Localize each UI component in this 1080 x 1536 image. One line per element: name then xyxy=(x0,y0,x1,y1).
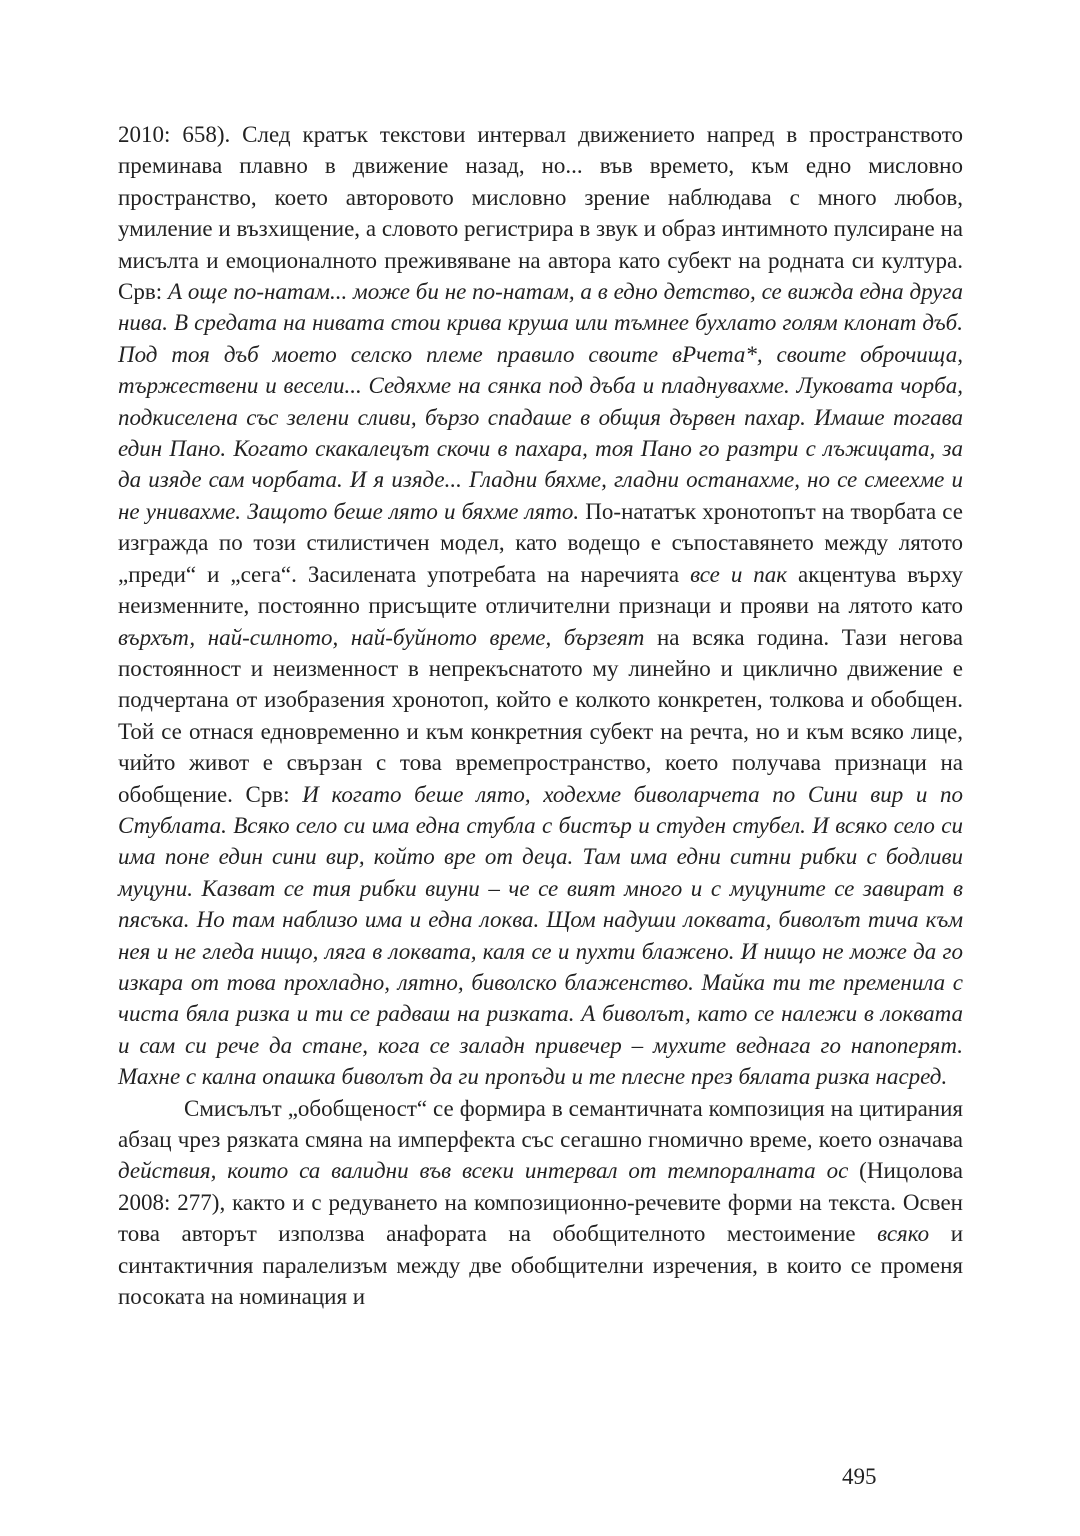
body-paragraph-1 xyxy=(118,119,963,1093)
emphasis-italic: все и пак xyxy=(690,561,788,587)
body-paragraph-2 xyxy=(118,1093,963,1313)
text-segment: 2010: 658). След кратък текстови интервал движението напред в пространството преминава плавно в движение назад, но... във времето, към едно мисловно пространство, което авторовото мисловно зрение наблюдава с много любов, умиление и възхищение, а словото регистрира в звук и образ интимното пулсиране на мисълта и емоционалното преживяване на автора като субект на родната си култура. Срв: xyxy=(118,122,963,305)
text-segment: Смисълът „обобщеност“ се формира в семантичната композиция на цитирания абзац чрез рязката смяна на имперфекта със сегашно гномично време, което означава xyxy=(118,1095,963,1152)
emphasis-italic: всяко xyxy=(877,1221,930,1247)
emphasis-italic: действия, които са валидни във всеки интервал от темпоралната ос xyxy=(118,1158,849,1184)
text-segment: на всяка година. Тази негова постоянност и неизменност в непрекъснатото му линейно и циклично движение е подчертана от изобразения хронотоп, който е колкото конкретен, толкова и обобщен. Той се отнася едновременно и към конкретния субект на речта, но и към всяко лице, чийто живот е свързан с това времепространство, което получава признаци на обобщение. Срв: xyxy=(118,624,963,807)
page-number: 495 xyxy=(842,1464,877,1489)
quotation-italic: И когато беше лято, ходехме биволарчета по Сини вир и по Стублата. Всяко село си има една стубла с бистър и студен стубел. И всяко село си има поне един сини вир, който вре от деца. Там има едни ситни рибки с бодливи муцуни. Казват се тия рибки виуни – че се вият много и с муцуните се завират в пясъка. Но там наблизо има и една локва. Щом надуши локвата, биволът тича към нея и не гледа нищо, ляга в локвата, каля се и пухти блажено. И нищо не може да го изкара от това прохладно, лятно, биволско блаженство. Майка ти те пременила с чиста бяла ризка и ти се радваш на ризката. А биволът, като се належи в локвата и сам си рече да стане, кога се заладн привечер – мухите веднага го напоперят. Махне с кална опашка биволът да ги пропъди и те плесне през бялата ризка насред. xyxy=(118,781,964,1090)
text-segment: По-нататък хронотопът на творбата се изгражда по този стилистичен модел, като водещо е съпоставянето между лятото „преди“ и „сега“. Засилената употребата на наречията xyxy=(118,498,963,587)
emphasis-italic: върхът, най-силното, най-буйното време, бързеят xyxy=(118,624,645,650)
text-segment: акцентува върху неизменните, постоянно присъщите отличителни признаци и прояви на лятото като xyxy=(118,561,963,619)
quotation-italic: А още по-натам... може би не по-натам, а в едно детство, се вижда една друга нива. В средата на нивата стои крива круша или тъмнее бухлато голям клонат дъб. Под тоя дъб моето селско племе правило своите вРчета*, своите оброчища, тържествени и весели... Седяхме на сянка под дъба и пладнувахме. Луковата чорба, подкиселена със зелени сливи, бързо спадаше в общия дървен пахар. Имаше тогава един Пано. Когато скакалецът скочи в пахара, тоя Пано го разтри с лъжицата, за да изяде сам чорбата. И я изяде... Гладни бяхме, гладни останахме, но се смеехме и не унивахме. Защото беше лято и бяхме лято. xyxy=(118,279,963,524)
text-segment: (Ницолова 2008: 277), както и с редуването на композиционно-речевите форми на текста. Освен това авторът използва анафората на обобщителното местоимение xyxy=(118,1158,964,1247)
text-segment: и синтактичния паралелизъм между две обобщителни изречения, в които се променя посоката на номинация и xyxy=(118,1221,963,1310)
page-body xyxy=(118,119,963,1312)
